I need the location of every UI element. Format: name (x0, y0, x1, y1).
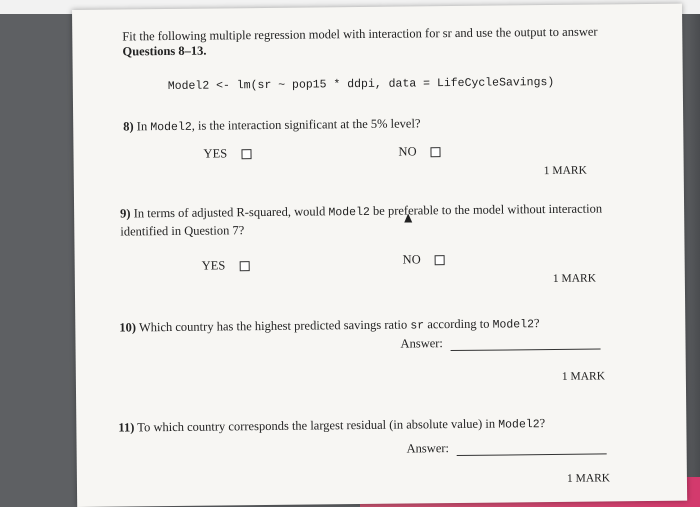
no-label: NO (402, 252, 421, 267)
question-text: In (136, 119, 151, 134)
question-text: ? (539, 416, 546, 431)
question-text: Which country has the highest predicted savings ratio (138, 317, 411, 335)
question-code: Model2 (328, 205, 370, 220)
q11-answer-field[interactable] (457, 443, 607, 456)
instructions-bold: Questions 8–13. (122, 43, 207, 59)
q10-answer[interactable] (400, 334, 601, 351)
answer-label: Answer: (406, 441, 450, 456)
question-text: according to (424, 316, 493, 332)
question-text: ? (533, 316, 540, 331)
no-label: NO (398, 144, 417, 159)
question-8 (123, 113, 603, 136)
q8-yes-option[interactable] (203, 146, 251, 161)
q11-mark: 1 MARK (566, 472, 611, 485)
question-text: be preferable to the model without interaction identified in Question 7? (120, 201, 603, 239)
instructions-text: Fit the following multiple regression model with interaction for sr and use the output to answer (122, 24, 598, 44)
answer-label: Answer: (400, 336, 443, 351)
q9-no-option[interactable] (403, 252, 445, 267)
mouse-cursor-icon (404, 213, 412, 222)
q10-answer-field[interactable] (451, 338, 601, 351)
question-number: 9) (120, 206, 131, 221)
q10-mark: 1 MARK (561, 370, 606, 383)
instructions (122, 24, 602, 59)
question-number: 8) (123, 119, 134, 134)
question-code: Model2 (150, 120, 192, 135)
q11-answer[interactable] (407, 439, 608, 456)
question-code: Model2 (498, 418, 540, 432)
model-code: Model2 <- lm(sr ~ pop15 * ddpi, data = LifeCycleSavings) (167, 75, 555, 94)
question-number: 10) (119, 320, 137, 335)
exam-sheet (72, 4, 687, 507)
q9-mark: 1 MARK (552, 272, 597, 285)
question-code: Model2 (492, 318, 535, 332)
question-text: To which country corresponds the largest residual (in absolute value) in (137, 416, 499, 435)
q9-yes-option[interactable] (202, 258, 250, 273)
question-text: In terms of adjusted R-squared, would (133, 204, 329, 221)
yes-label: YES (201, 258, 226, 273)
question-11 (118, 414, 638, 437)
q9-no-checkbox[interactable] (435, 255, 445, 265)
q9-yes-checkbox[interactable] (239, 261, 249, 271)
q8-yes-checkbox[interactable] (241, 149, 251, 159)
question-9 (120, 200, 605, 239)
q8-no-option[interactable] (398, 144, 440, 159)
question-code: sr (410, 319, 425, 333)
question-number: 11) (118, 420, 135, 435)
q8-mark: 1 MARK (543, 164, 587, 178)
q8-no-checkbox[interactable] (431, 147, 441, 157)
question-text: , is the interaction significant at the 5% level? (191, 116, 421, 133)
yes-label: YES (203, 146, 228, 161)
